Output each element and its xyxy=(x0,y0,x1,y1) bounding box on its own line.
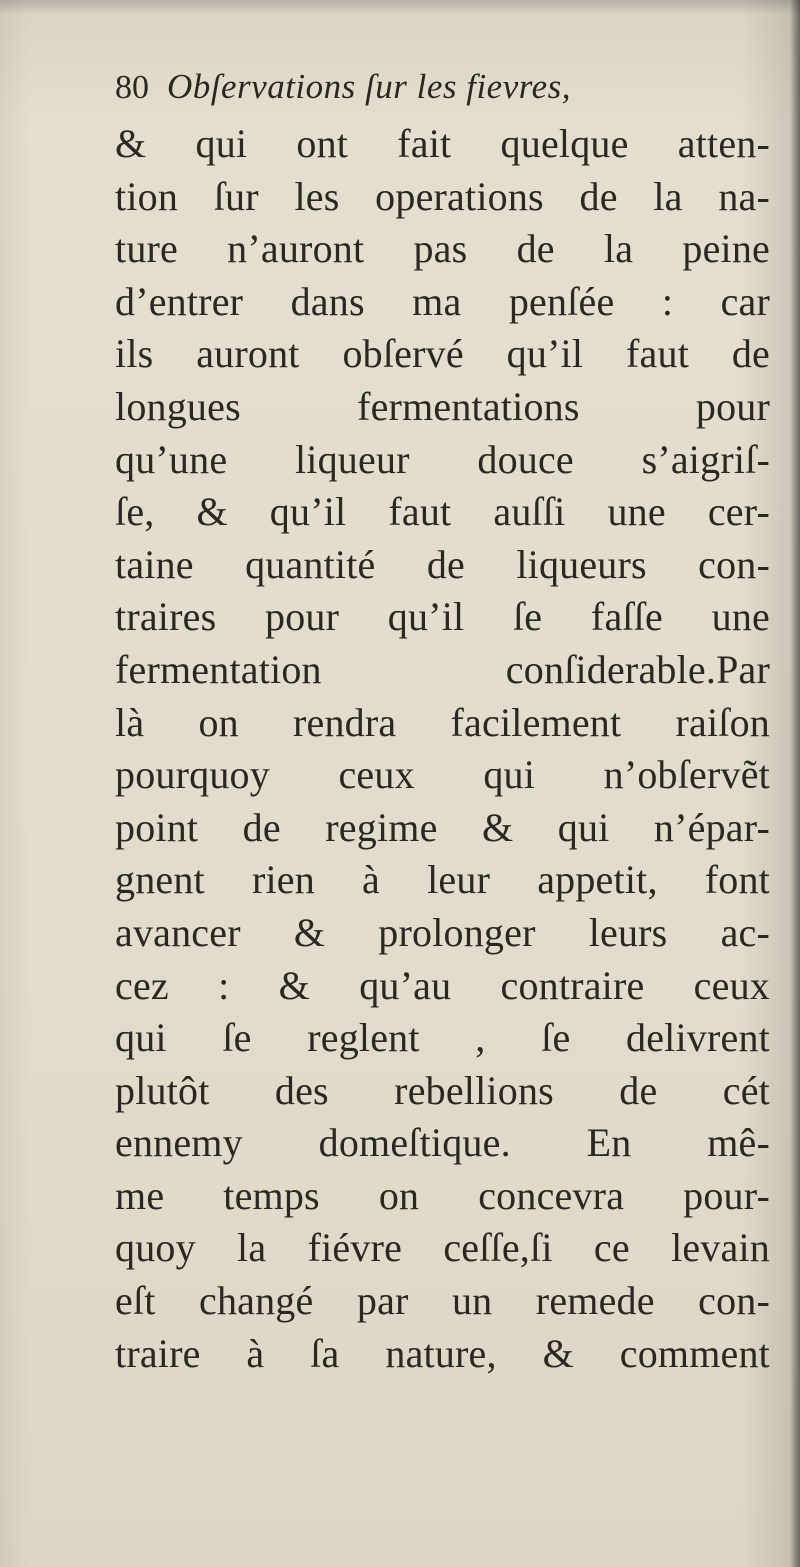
text-line: gnent rien à leur appetit, font xyxy=(115,857,770,903)
text-line: tion ſur les operations de la na- xyxy=(115,173,770,219)
text-line: fermentation conſiderable.Par xyxy=(115,646,770,692)
page-top-shadow xyxy=(0,0,800,14)
page-header xyxy=(115,62,765,112)
text-line: point de regime & qui n’épar- xyxy=(115,804,770,850)
running-head: Obſervations ſur les fievres, xyxy=(167,67,571,106)
text-line: taine quantité de liqueurs con- xyxy=(115,541,770,587)
text-line: cez : & qu’au contraire ceux xyxy=(115,962,770,1008)
text-line: avancer & prolonger leurs ac- xyxy=(115,909,770,955)
text-line: & qui ont fait quelque atten- xyxy=(115,121,770,166)
page-gutter-shadow xyxy=(790,0,800,1567)
text-line: d’entrer dans ma penſée : car xyxy=(115,278,770,324)
text-line: me temps on concevra pour- xyxy=(115,1172,770,1218)
text-line: qui ſe reglent , ſe delivrent xyxy=(115,1015,770,1061)
text-line: longues fermentations pour xyxy=(115,383,770,429)
text-line: ils auront obſervé qu’il faut de xyxy=(115,331,770,377)
text-line: traire à ſa nature, & comment xyxy=(115,1330,770,1376)
page-number: 80 xyxy=(115,69,149,106)
text-line: quoy la fiévre ceſſe,ſi ce levain xyxy=(115,1225,770,1271)
text-line: ture n’auront pas de la peine xyxy=(115,226,770,272)
text-line: traires pour qu’il ſe faſſe une xyxy=(115,594,770,640)
text-line: plutôt des rebellions de cét xyxy=(115,1067,770,1113)
text-line: pourquoy ceux qui n’obſervẽt xyxy=(115,752,770,798)
text-line: ennemy domeſtique. En mê- xyxy=(115,1120,770,1166)
body-text xyxy=(115,118,770,1380)
text-line: ſe, & qu’il faut auſſi une cer- xyxy=(115,489,770,535)
text-line: eſt changé par un remede con- xyxy=(115,1278,770,1324)
text-line: qu’une liqueur douce s’aigriſ- xyxy=(115,436,770,482)
text-line: là on rendra facilement raiſon xyxy=(115,699,770,745)
